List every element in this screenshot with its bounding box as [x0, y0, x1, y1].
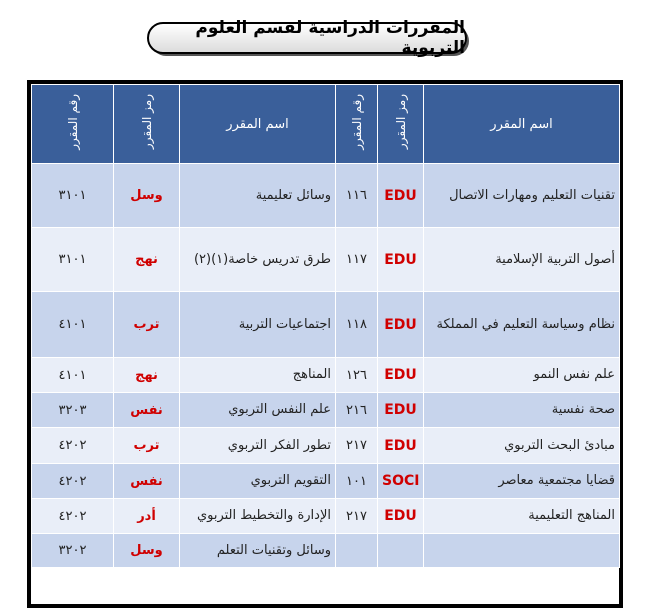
course-prefix-cell: نهج — [114, 358, 180, 393]
course-name-2-cell: التقويم التربوي — [180, 464, 336, 499]
header-course-code — [378, 85, 424, 164]
header-course-number-2 — [32, 85, 114, 164]
header-course-number-text: رقم المقرر — [349, 94, 364, 150]
header-course-code-2 — [114, 85, 180, 164]
header-course-code-2-text: رمز المقرر — [139, 94, 154, 150]
table-row — [32, 164, 620, 228]
course-number-2-cell: ٤١٠١ — [32, 292, 114, 358]
course-number-cell — [336, 534, 378, 568]
course-name-2-cell: وسائل وتقنيات التعلم — [180, 534, 336, 568]
table-row — [32, 228, 620, 292]
course-number-2-cell: ٣١٠١ — [32, 164, 114, 228]
course-prefix-cell: نفس — [114, 464, 180, 499]
course-name-cell: مبادئ البحث التربوي — [424, 428, 620, 464]
course-number-2-cell: ٣٢٠٣ — [32, 393, 114, 428]
course-code-cell — [378, 534, 424, 568]
course-number-cell: ١١٧ — [336, 228, 378, 292]
header-course-number-2-text: رقم المقرر — [65, 94, 80, 150]
header-course-name: اسم المقرر — [424, 85, 620, 164]
course-code-cell: EDU — [378, 499, 424, 534]
course-prefix-cell: وسل — [114, 534, 180, 568]
course-code-cell: EDU — [378, 292, 424, 358]
course-name-2-cell: الإدارة والتخطيط التربوي — [180, 499, 336, 534]
table-row — [32, 393, 620, 428]
course-name-2-cell: اجتماعيات التربية — [180, 292, 336, 358]
course-name-cell — [424, 534, 620, 568]
course-name-cell: المناهج التعليمية — [424, 499, 620, 534]
course-prefix-cell: ترب — [114, 428, 180, 464]
course-name-cell: علم نفس النمو — [424, 358, 620, 393]
table-row — [32, 499, 620, 534]
course-number-cell: ١١٨ — [336, 292, 378, 358]
course-name-cell: أصول التربية الإسلامية — [424, 228, 620, 292]
course-code-cell: SOCI — [378, 464, 424, 499]
course-number-2-cell: ٣١٠١ — [32, 228, 114, 292]
course-number-2-cell: ٤٢٠٢ — [32, 499, 114, 534]
course-code-cell: EDU — [378, 393, 424, 428]
course-name-2-cell: طرق تدريس خاصة(١)(٢) — [180, 228, 336, 292]
course-number-cell: ١٠١ — [336, 464, 378, 499]
course-prefix-cell: نفس — [114, 393, 180, 428]
table-row — [32, 464, 620, 499]
table-row — [32, 358, 620, 393]
table-row — [32, 534, 620, 568]
course-number-cell: ١١٦ — [336, 164, 378, 228]
course-code-cell: EDU — [378, 358, 424, 393]
course-name-cell: صحة نفسية — [424, 393, 620, 428]
course-number-cell: ٢١٦ — [336, 393, 378, 428]
course-prefix-cell: أدر — [114, 499, 180, 534]
course-code-cell: EDU — [378, 228, 424, 292]
course-number-cell: ١٢٦ — [336, 358, 378, 393]
header-row — [32, 85, 620, 164]
courses-frame — [27, 80, 623, 608]
table-row — [32, 428, 620, 464]
course-name-2-cell: المناهج — [180, 358, 336, 393]
course-number-cell: ٢١٧ — [336, 428, 378, 464]
course-code-cell: EDU — [378, 164, 424, 228]
course-name-cell: نظام وسياسة التعليم في المملكة — [424, 292, 620, 358]
course-name-2-cell: علم النفس التربوي — [180, 393, 336, 428]
course-number-2-cell: ٤٢٠٢ — [32, 428, 114, 464]
course-number-2-cell: ٤١٠١ — [32, 358, 114, 393]
course-number-cell: ٢١٧ — [336, 499, 378, 534]
header-course-number — [336, 85, 378, 164]
course-name-cell: قضايا مجتمعية معاصر — [424, 464, 620, 499]
course-prefix-cell: وسل — [114, 164, 180, 228]
course-prefix-cell: نهج — [114, 228, 180, 292]
header-course-code-text: رمز المقرر — [393, 94, 408, 150]
courses-table — [31, 84, 620, 568]
course-name-2-cell: تطور الفكر التربوي — [180, 428, 336, 464]
table-row — [32, 292, 620, 358]
course-number-2-cell: ٤٢٠٢ — [32, 464, 114, 499]
course-number-2-cell: ٣٢٠٢ — [32, 534, 114, 568]
header-course-name-2: اسم المقرر — [180, 85, 336, 164]
course-code-cell: EDU — [378, 428, 424, 464]
title-banner — [147, 18, 473, 60]
course-name-cell: تقنيات التعليم ومهارات الاتصال — [424, 164, 620, 228]
course-prefix-cell: ترب — [114, 292, 180, 358]
course-name-2-cell: وسائل تعليمية — [180, 164, 336, 228]
page-title: المقررات الدراسية لقسم العلوم التربوية — [147, 22, 467, 54]
